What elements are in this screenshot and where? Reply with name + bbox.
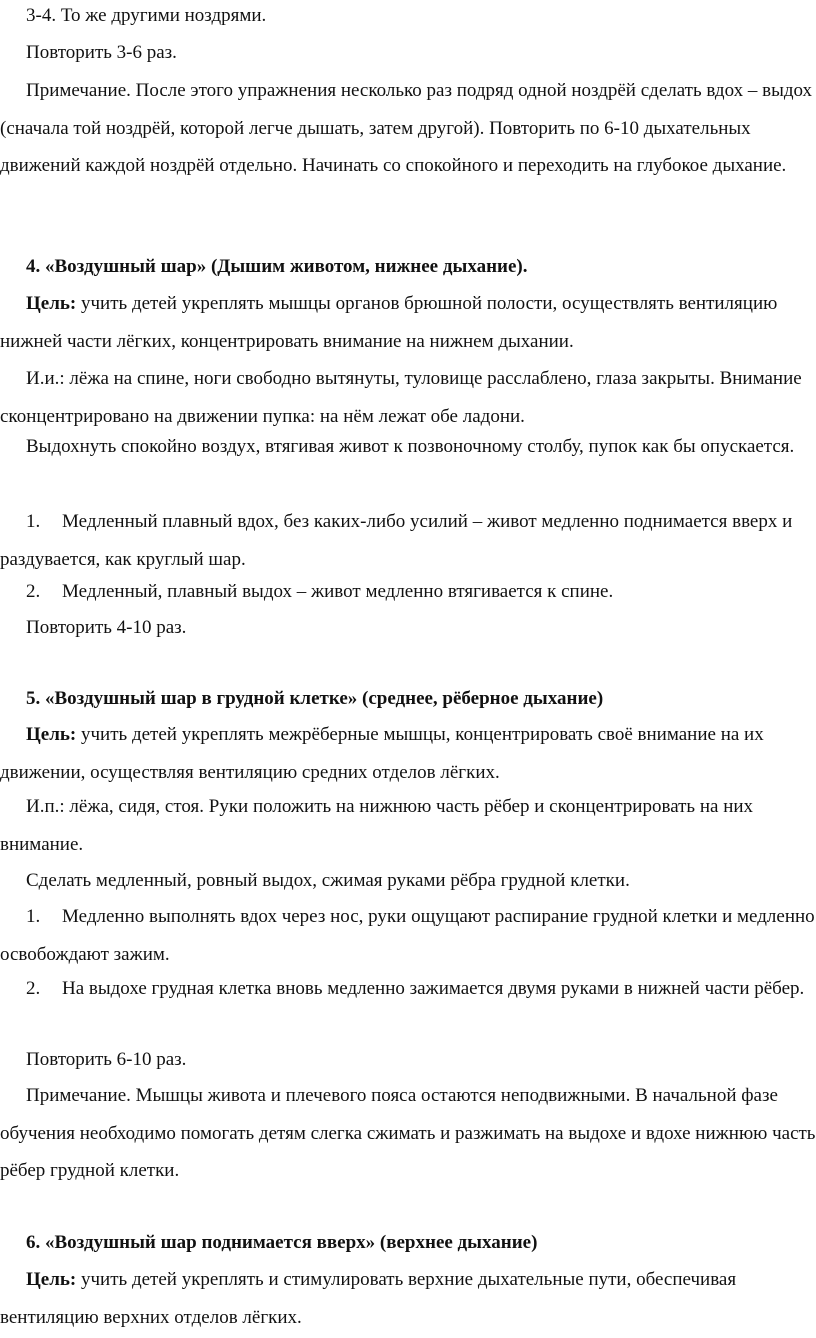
list-item-5-1-text: Медленно выполнять вдох через нос, руки ощущают распирание грудной клетки и медленно освобождают зажим. — [0, 906, 815, 965]
paragraph-step-3-4: 3-4. То же другими ноздрями. — [26, 5, 267, 26]
paragraph-note-nostrils — [0, 72, 816, 185]
paragraph-goal-6 — [0, 1261, 816, 1336]
exhale-4-text: Выдохнуть спокойно воздух, втягивая живот к позвоночному столбу, пупок как бы опускается. — [26, 436, 795, 457]
list-item-5-1 — [0, 898, 816, 973]
ii-4-text: И.и.: лёжа на спине, ноги свободно вытянуты, туловище расслаблено, глаза закрыты. Внимание сконцентрировано на движении пупка: на нём лежат обе ладони. — [0, 368, 802, 427]
heading-exercise-5: 5. «Воздушный шар в грудной клетке» (среднее, рёберное дыхание) — [26, 688, 604, 709]
list-item-4-1-text: Медленный плавный вдох, без каких-либо усилий – живот медленно поднимается вверх и раздувается, как круглый шар. — [0, 511, 793, 570]
paragraph-goal-4 — [0, 285, 816, 360]
list-item-5-2-number: 2. — [26, 978, 41, 999]
goal-6-text: учить детей укреплять и стимулировать верхние дыхательные пути, обеспечивая вентиляцию верхних отделов лёгких. — [0, 1269, 737, 1328]
paragraph-repeat-3-6: Повторить 3-6 раз. — [26, 42, 177, 63]
note-nostrils-text: Примечание. После этого упражнения несколько раз подряд одной ноздрёй сделать вдох – выдох (сначала той ноздрёй, которой легче дышать, затем другой). Повторить по 6-10 дыхательных движений каждой ноздрёй отдельно. Начинать со спокойного и переходить на глубокое дыхание. — [0, 80, 813, 176]
goal-6-label: Цель: — [26, 1269, 77, 1290]
goal-5-text: учить детей укреплять межрёберные мышцы, концентрировать своё внимание на их движении, осуществляя вентиляцию средних отделов лёгких. — [0, 724, 764, 783]
paragraph-ii-4 — [0, 360, 816, 435]
list-item-5-1-number: 1. — [26, 906, 41, 927]
list-item-5-2 — [0, 970, 816, 1008]
paragraph-repeat-4-10: Повторить 4-10 раз. — [26, 617, 187, 638]
paragraph-exhale-4 — [0, 428, 816, 466]
paragraph-ip-5 — [0, 788, 816, 863]
goal-5-label: Цель: — [26, 724, 77, 745]
list-item-4-1 — [0, 503, 816, 578]
heading-exercise-6: 6. «Воздушный шар поднимается вверх» (верхнее дыхание) — [26, 1232, 538, 1253]
note-5-text: Примечание. Мышцы живота и плечевого пояса остаются неподвижными. В начальной фазе обучения необходимо помогать детям слегка сжимать и разжимать на выдохе и вдохе нижнюю часть рёбер грудной клетки. — [0, 1085, 816, 1181]
paragraph-goal-5 — [0, 716, 816, 791]
ip-5-text: И.п.: лёжа, сидя, стоя. Руки положить на нижнюю часть рёбер и сконцентрировать на них внимание. — [0, 796, 754, 855]
goal-4-label: Цель: — [26, 293, 77, 314]
paragraph-exhale-5: Сделать медленный, ровный выдох, сжимая руками рёбра грудной клетки. — [26, 870, 630, 891]
list-item-4-1-number: 1. — [26, 511, 41, 532]
list-item-4-2-text: Медленный, плавный выдох – живот медленно втягивается к спине. — [62, 581, 614, 602]
paragraph-repeat-6-10: Повторить 6-10 раз. — [26, 1049, 187, 1070]
paragraph-note-5 — [0, 1077, 816, 1190]
list-item-5-2-text: На выдохе грудная клетка вновь медленно зажимается двумя руками в нижней части рёбер. — [62, 978, 805, 999]
list-item-4-2 — [0, 573, 816, 611]
list-item-4-2-number: 2. — [26, 581, 41, 602]
heading-exercise-4: 4. «Воздушный шар» (Дышим животом, нижнее дыхание). — [26, 256, 528, 277]
goal-4-text: учить детей укреплять мышцы органов брюшной полости, осуществлять вентиляцию нижней части лёгких, концентрировать внимание на нижнем дыхании. — [0, 293, 778, 352]
